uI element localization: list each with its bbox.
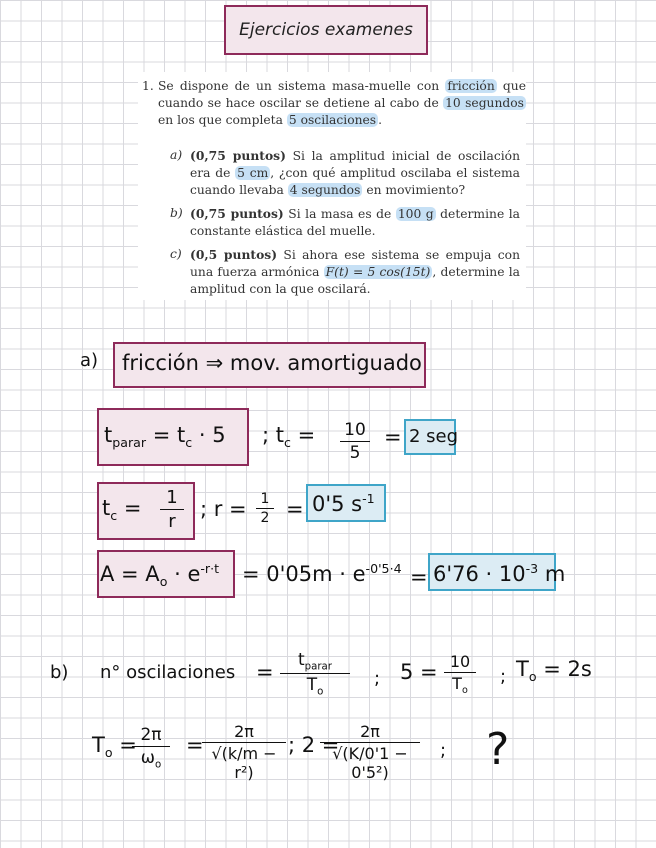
highlight-100-g: 100 g	[397, 207, 434, 221]
eq-sign-2: =	[286, 497, 304, 521]
tc-def: $t_c$ =	[102, 496, 142, 524]
highlight-5-cm: 5 cm	[237, 166, 269, 181]
eq-sign: =	[384, 425, 402, 449]
highlight-5-oscilaciones: 5 oscilaciones	[288, 113, 377, 128]
highlight-10-segundos: 10 segundos	[445, 96, 524, 111]
highlight-friccion: fricción	[447, 79, 495, 93]
fraction-1-r: 1 r	[160, 487, 184, 532]
problem-intro: 1. Se dispone de un sistema masa-muelle con fricción que cuando se hace oscilar se detiene al cabo de 10 segundos en los que completa 5 oscilaciones .	[142, 79, 527, 128]
item-a: a) (0,75 puntos) Si la amplitud inicial de oscilación era de 5 cm , ¿con qué amplitud oscilaba el sistema cuando llevaba 4 segundos en movimiento?	[170, 148, 520, 198]
item-c: c) (0,5 puntos) Si ahora ese sistema se empuja con una fuerza armónica F(t) = 5 cos(15t) , determine la amplitud con la que oscilará.	[170, 247, 520, 297]
eq-sign-b1: =	[256, 660, 274, 684]
tparar-eq: $t_{parar} = t_c \cdot 5$	[104, 423, 226, 451]
fraction-tparar-to: $t_{parar}$ $T_o$	[280, 650, 350, 698]
n-oscilaciones: n° oscilaciones	[100, 662, 236, 683]
amplitude-substitution: = $0'05m \cdot e^{-0'5\cdot 4}$	[242, 561, 402, 586]
period-def: $T_o$ =	[92, 733, 137, 761]
solution-a-label: a)	[80, 350, 99, 371]
result-amplitude: $6'76 \cdot 10^{-3}$ m	[433, 561, 566, 586]
problem-number: 1.	[142, 79, 154, 93]
amplitude-formula: $A = A_o \cdot e^{-r\cdot t}$	[100, 561, 220, 590]
r-def: ; r =	[200, 497, 247, 521]
solution-b-label: b)	[50, 662, 69, 683]
eq-sign-b2: =	[186, 733, 204, 757]
page-title: Ejercicios examenes	[224, 5, 428, 55]
tc-label: ; $t_c$ =	[262, 423, 316, 451]
item-b: b) (0,75 puntos) Si la masa es de 100 g determine la constante elástica del muelle.	[170, 206, 520, 239]
sep-b2: ;	[500, 666, 507, 687]
problem-statement	[138, 72, 526, 300]
result-r: 0'5 $s^{-1}$	[312, 491, 375, 516]
highlight-force: F(t) = 5 cos(15t)	[325, 265, 431, 280]
fraction-2pi-wo: 2π $\omega_o$	[132, 725, 170, 770]
five-eq: 5 =	[400, 660, 438, 684]
fraction-10-to: 10 $T_o$	[444, 652, 476, 696]
fraction-10-5: 10 5	[340, 420, 370, 463]
fraction-2pi-sqrt-k: 2π √(K/0'1 − 0'5²)	[320, 722, 420, 782]
sep-b3: ; 2 =	[288, 733, 340, 757]
question-mark: ?	[486, 724, 510, 775]
fraction-2pi-sqrt: 2π √(k/m − r²)	[202, 722, 286, 782]
eq-sign-3: =	[410, 565, 428, 589]
sep-b4: ;	[440, 740, 447, 761]
sep-b1: ;	[374, 668, 381, 689]
friccion-statement: fricción ⇒ mov. amortiguado	[122, 351, 422, 375]
result-2seg: 2 seg	[409, 426, 459, 447]
highlight-4-segundos: 4 segundos	[289, 183, 361, 198]
fraction-1-2: 1 2	[256, 491, 274, 526]
period-result: $T_o = 2s$	[516, 657, 592, 685]
